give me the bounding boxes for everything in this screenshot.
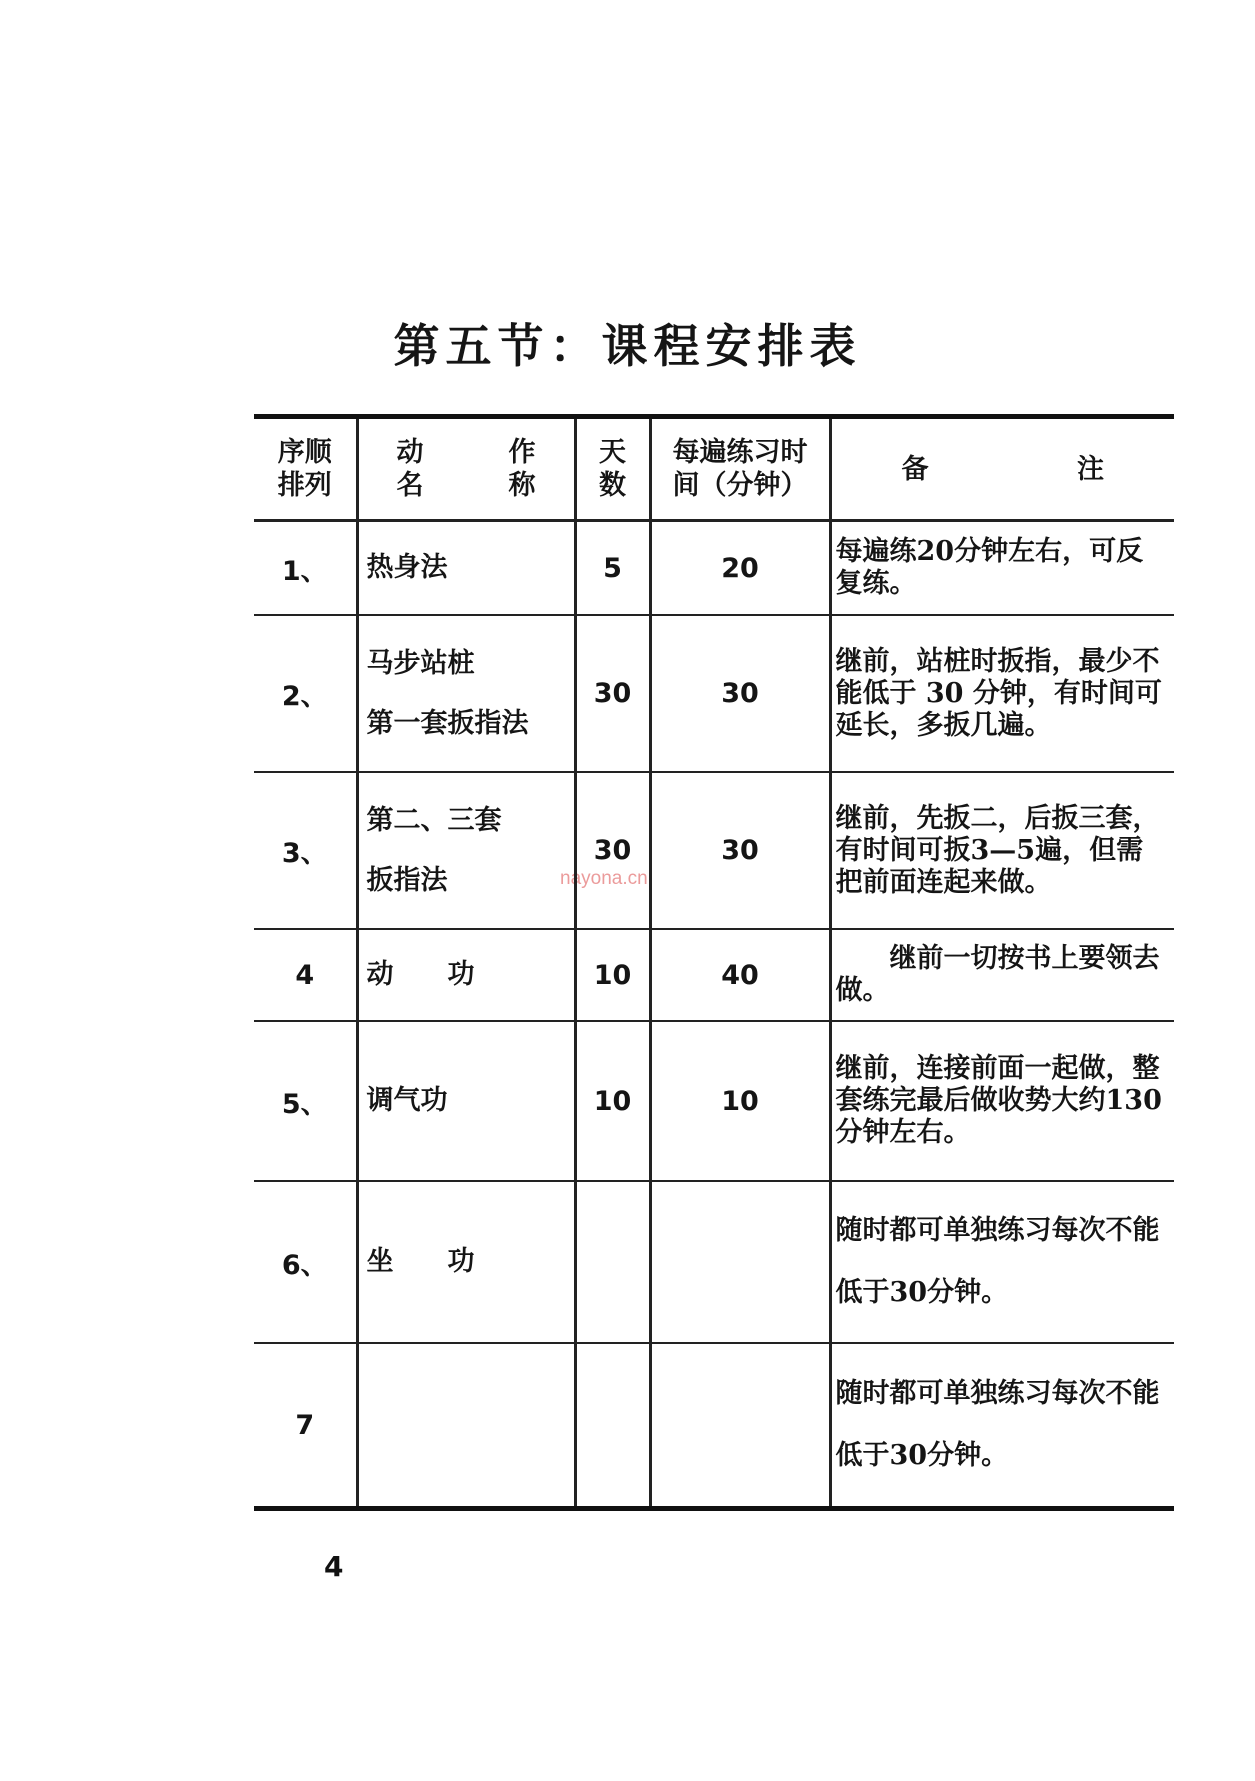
header-remarks [830,417,1174,521]
row-days: 10 [575,1021,650,1181]
row-action-name-line: 调气功 [366,1085,448,1116]
row-action-name [357,772,575,929]
row-minutes: 40 [650,929,830,1021]
row-minutes [650,1181,830,1343]
row-sequence: 7 [254,1343,357,1509]
row-sequence: 4 [254,929,357,1021]
header-action-name-char-2: 作 [508,437,536,468]
row-remarks: 继前，连接前面一起做，整套练完最后做收势大约130分钟左右。 [830,1021,1174,1181]
row-sequence: 6、 [254,1181,357,1343]
row-sequence: 3、 [254,772,357,929]
row-action-name-line: 热身法 [366,552,448,583]
row-remarks: 每遍练20分钟左右，可反复练。 [830,521,1174,616]
row-action-name-line: 动 功 [366,959,475,990]
row-days: 5 [575,521,650,616]
row-minutes: 30 [650,615,830,772]
row-remarks: 继前，站桩时扳指，最少不能低于 30 分钟，有时间可延长，多扳几遍。 [830,615,1174,772]
row-remarks: 随时都可单独练习每次不能低于30分钟。 [830,1181,1174,1343]
row-days: 30 [575,772,650,929]
page-number: 4 [324,1550,344,1583]
header-remarks-char-2: 注 [1077,453,1104,485]
header-days [575,417,650,521]
row-minutes [650,1343,830,1509]
row-action-name [357,615,575,772]
row-days [575,1343,650,1509]
table-row [254,1343,1174,1509]
header-action-name-char-4: 称 [508,470,536,501]
table-row [254,929,1174,1021]
header-days-char-2: 数 [599,470,626,501]
row-action-name-line: 马步站桩 [366,647,475,679]
row-remarks: 继前，先扳二，后扳三套，有时间可扳3—5遍，但需把前面连起来做。 [830,772,1174,929]
row-action-name-line: 第二、三套 [366,804,502,836]
header-sequence-line-1: 序顺 [277,437,332,468]
row-action-name [357,1021,575,1181]
row-minutes: 20 [650,521,830,616]
row-remarks: 随时都可单独练习每次不能低于30分钟。 [830,1343,1174,1509]
row-minutes: 10 [650,1021,830,1181]
header-sequence [254,417,357,521]
row-sequence: 5、 [254,1021,357,1181]
table-row [254,772,1174,929]
row-action-name [357,521,575,616]
row-action-name [357,929,575,1021]
row-days: 30 [575,615,650,772]
header-minutes-line-1: 每遍练习时 [672,437,808,468]
header-days-char-1: 天 [599,437,626,468]
header-sequence-line-2: 排列 [277,470,332,501]
row-minutes: 30 [650,772,830,929]
header-action-name-char-3: 名 [396,470,424,501]
header-action-name [357,417,575,521]
table-row [254,615,1174,772]
header-action-name-char-1: 动 [396,437,424,468]
row-action-name [357,1343,575,1509]
table-header-row [254,417,1174,521]
header-minutes-per-round [650,417,830,521]
table-row [254,1181,1174,1343]
row-action-name [357,1181,575,1343]
course-schedule-table [254,414,1174,1511]
row-action-name-line: 第一套扳指法 [366,707,529,739]
watermark-text: nayona.cn [560,868,648,889]
row-sequence: 1、 [254,521,357,616]
table-row [254,521,1174,616]
table-row [254,1021,1174,1181]
row-action-name-line: 扳指法 [366,864,448,896]
row-days: 10 [575,929,650,1021]
row-sequence: 2、 [254,615,357,772]
header-minutes-line-2: 间（分钟） [672,470,808,501]
row-action-name-line: 坐 功 [366,1246,475,1277]
row-days [575,1181,650,1343]
header-remarks-char-1: 备 [901,453,929,485]
row-remarks: 继前一切按书上要领去做。 [830,929,1174,1021]
page-title: 第五节：课程安排表 [393,319,862,373]
